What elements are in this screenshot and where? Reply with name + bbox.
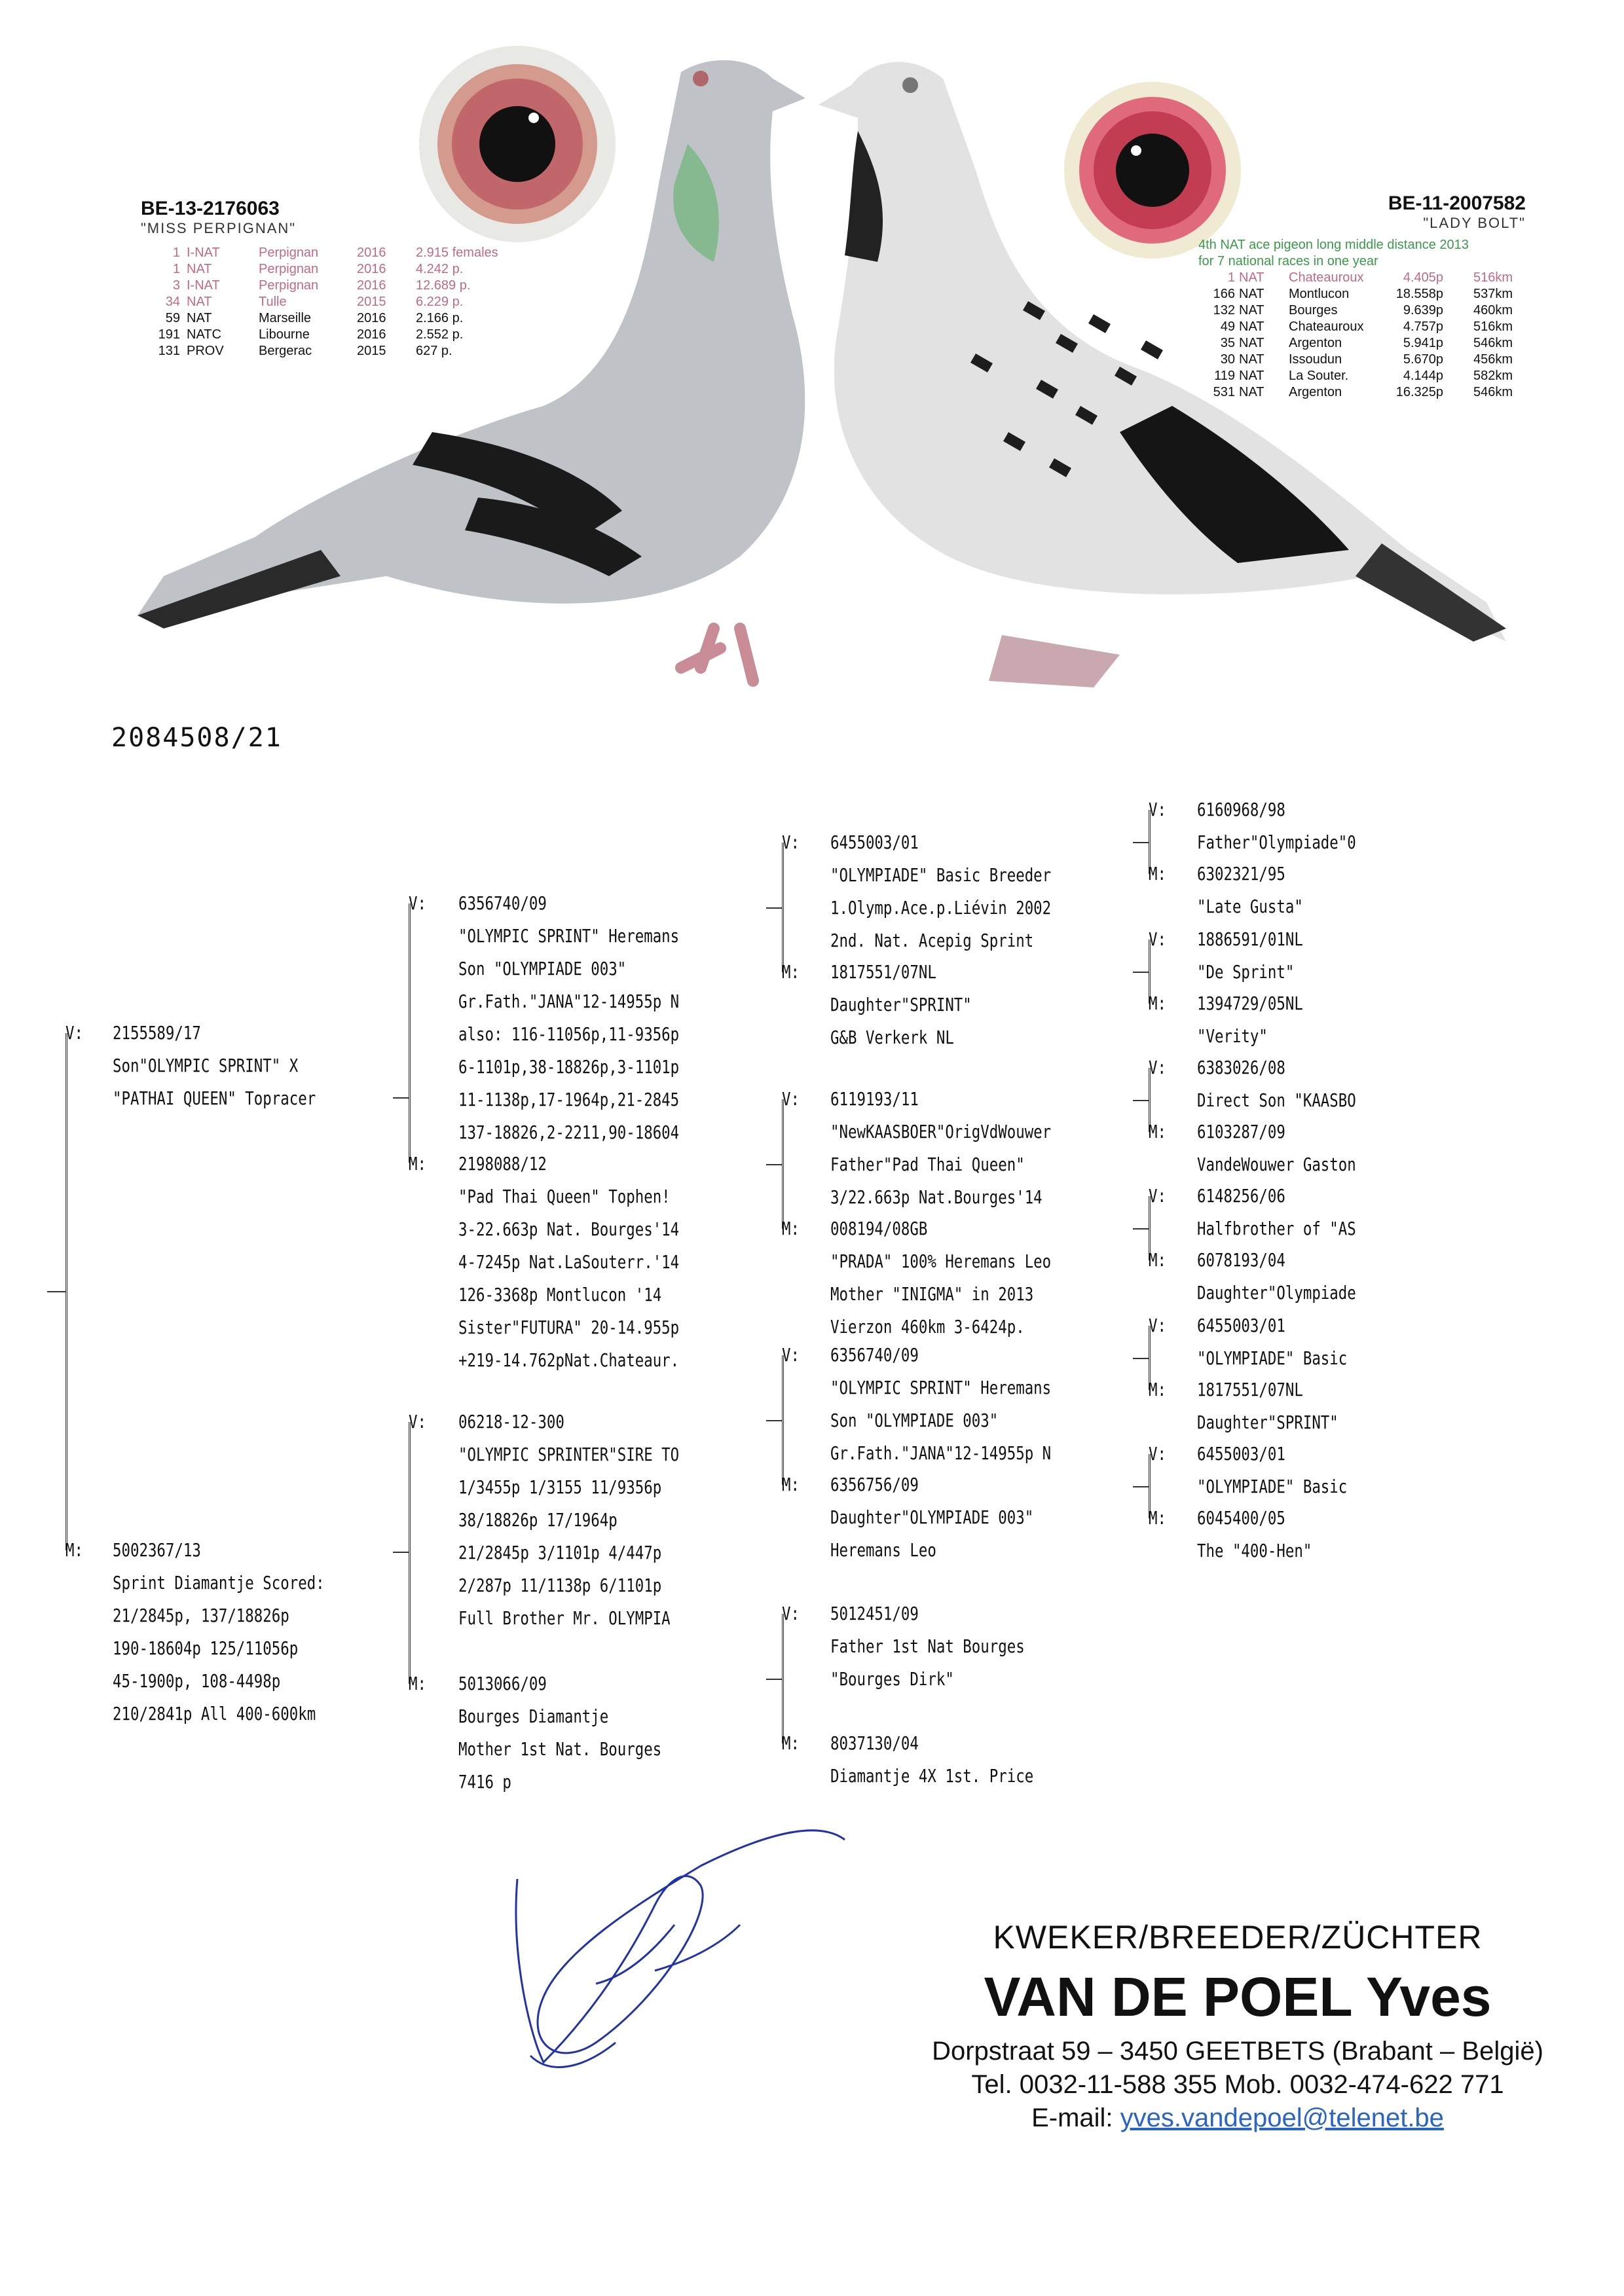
breeder-name: VAN DE POEL Yves: [984, 1966, 1492, 2028]
g2-mm-label: M:: [409, 1673, 426, 1694]
ancestor-dam-label: M:: [782, 1218, 800, 1239]
right-bird-name: "LADY BOLT": [1423, 215, 1526, 231]
pedigree-line: 5012451/09: [830, 1603, 919, 1624]
g2-dam-connector: [393, 1552, 409, 1553]
result-birds: 6.229 p.: [416, 295, 464, 309]
ancestor-sire: [1197, 1438, 1347, 1503]
result-place: 34: [165, 295, 180, 309]
result-year: 2015: [357, 344, 386, 358]
ancestor-connector: [1133, 972, 1149, 973]
pedigree-line: 6-1101p,38-18826p,3-1101p: [458, 1056, 680, 1078]
pedigree-line: 6302321/95: [1197, 863, 1285, 884]
result-race: Libourne: [259, 327, 310, 342]
right-bird-info: [1198, 192, 1526, 401]
left-result-row: [141, 310, 527, 327]
ancestor-dam: [1197, 858, 1303, 923]
result-race: Perpignan: [259, 246, 319, 260]
pedigree-line: "NewKAASBOER"OrigVdWouwer: [830, 1121, 1052, 1142]
result-birds: 4.144p: [1403, 369, 1443, 383]
result-level: I-NAT: [187, 246, 220, 260]
left-result-row: [141, 245, 527, 261]
pedigree-line: 6103287/09: [1197, 1121, 1285, 1142]
result-year: 2016: [357, 262, 386, 276]
pedigree-line: Mother 1st Nat. Bourges: [458, 1738, 662, 1760]
ancestor-connector: [1133, 1486, 1149, 1487]
ancestor-sire: [1197, 1180, 1356, 1245]
right-result-row: [1198, 368, 1526, 384]
ancestor-sire: [1197, 1309, 1347, 1375]
result-year: 2016: [357, 311, 386, 325]
ancestor-sire-label: V:: [1149, 799, 1166, 820]
result-race: Tulle: [259, 295, 287, 309]
result-race: Bergerac: [259, 344, 312, 358]
result-race: La Souter.: [1289, 369, 1349, 383]
pedigree-line: Gr.Fath."JANA"12-14955p N: [458, 991, 680, 1012]
result-level: NAT: [187, 295, 212, 309]
ancestor-connector: [1133, 1228, 1149, 1230]
ancestor-sire-label: V:: [1149, 1185, 1166, 1207]
ancestor-sire: [830, 1597, 1025, 1696]
pedigree-line: Heremans Leo: [830, 1539, 936, 1561]
result-birds: 16.325p: [1395, 385, 1443, 399]
ancestor-connector: [1133, 1358, 1149, 1359]
signature: [504, 1827, 858, 2102]
result-level: NAT: [1239, 385, 1264, 399]
ancestor-sire-label: V:: [782, 831, 800, 853]
result-place: 166: [1213, 287, 1235, 301]
result-place: 30: [1220, 352, 1235, 367]
pedigree-line: 6383026/08: [1197, 1057, 1285, 1078]
pedigree-line: 3-22.663p Nat. Bourges'14: [458, 1218, 680, 1240]
pedigree-line: Mother "INIGMA" in 2013: [830, 1283, 1034, 1305]
pedigree-line: Daughter"SPRINT": [830, 994, 972, 1015]
pedigree-line: G&B Verkerk NL: [830, 1027, 954, 1048]
result-place: 49: [1220, 319, 1235, 334]
pedigree-line: Sister"FUTURA" 20-14.955p: [458, 1317, 680, 1338]
pigeon-ring-number: 2084508/21: [111, 723, 282, 753]
right-bird-achievement: [1198, 237, 1526, 270]
g1-dam: [113, 1534, 325, 1730]
pedigree-line: 4-7245p Nat.LaSouterr.'14: [458, 1251, 680, 1273]
result-level: NAT: [187, 262, 212, 276]
pedigree-line: 2155589/17: [113, 1022, 201, 1044]
pedigree-line: Daughter"OLYMPIADE 003": [830, 1506, 1034, 1528]
pedigree-line: Father"Olympiade"0: [1197, 831, 1356, 853]
g2-dam-dam: [458, 1667, 661, 1798]
pedigree-line: Son"OLYMPIC SPRINT" X: [113, 1055, 299, 1076]
right-result-row: [1198, 352, 1526, 368]
left-result-row: [141, 261, 527, 278]
result-level: NAT: [1239, 369, 1264, 383]
g2-sire-connector: [393, 1097, 409, 1099]
pedigree-line: 6160968/98: [1197, 799, 1285, 820]
pedigree-line: "Verity": [1197, 1025, 1268, 1047]
pedigree-line: 6148256/06: [1197, 1185, 1285, 1207]
pedigree-line: Son "OLYMPIADE 003": [458, 958, 627, 979]
pedigree-line: Direct Son "KAASBO: [1197, 1089, 1356, 1111]
result-birds: 12.689 p.: [416, 278, 471, 293]
pedigree-line: "OLYMPIC SPRINT" Heremans: [830, 1377, 1052, 1398]
ancestor-sire: [1197, 923, 1303, 989]
breeder-email-line: [884, 2104, 1591, 2133]
pedigree-line: 1886591/01NL: [1197, 928, 1303, 950]
left-result-row: [141, 343, 527, 359]
result-birds: 627 p.: [416, 344, 452, 358]
pedigree-line: 6356756/09: [830, 1474, 919, 1495]
ancestor-sire-label: V:: [782, 1088, 800, 1110]
right-result-row: [1198, 319, 1526, 335]
ancestor-bracket: [782, 1614, 784, 1743]
result-race: Issoudun: [1289, 352, 1342, 367]
right-bird-ring: BE-11-2007582: [1388, 192, 1526, 214]
pedigree-line: "OLYMPIADE" Basic: [1197, 1347, 1348, 1369]
ancestor-sire: [1197, 1051, 1356, 1117]
pedigree-line: 21/2845p, 137/18826p: [113, 1605, 289, 1626]
result-km: 516km: [1473, 319, 1513, 334]
ancestor-sire: [830, 1339, 1051, 1470]
ancestor-dam: [830, 1727, 1033, 1793]
result-km: 460km: [1473, 303, 1513, 318]
ancestor-sire-label: V:: [782, 1344, 800, 1366]
right-bird-results: [1198, 270, 1526, 401]
pedigree-line: 1394729/05NL: [1197, 993, 1303, 1014]
result-place: 531: [1213, 385, 1235, 399]
left-bird-name: "MISS PERPIGNAN": [141, 220, 297, 236]
left-bird-results: [141, 245, 527, 359]
pedigree-line: Daughter"SPRINT": [1197, 1412, 1338, 1433]
pedigree-line: 6455003/01: [1197, 1315, 1285, 1336]
pedigree-line: 190-18604p 125/11056p: [113, 1637, 299, 1659]
ancestor-bracket: [782, 843, 784, 972]
result-level: NAT: [1239, 319, 1264, 334]
result-race: Chateauroux: [1289, 270, 1364, 285]
result-place: 119: [1214, 369, 1235, 383]
right-result-row: [1198, 335, 1526, 352]
ancestor-bracket: [782, 1099, 784, 1229]
result-place: 132: [1213, 303, 1235, 318]
result-year: 2016: [357, 278, 386, 293]
ancestor-dam: [1197, 1374, 1338, 1439]
breeder-info: [884, 1918, 1591, 2133]
right-result-row: [1198, 270, 1526, 286]
ancestor-dam-label: M:: [782, 961, 800, 983]
result-km: 546km: [1473, 336, 1513, 350]
ancestor-dam: [1197, 1502, 1312, 1567]
pedigree-line: "OLYMPIC SPRINTER"SIRE TO: [458, 1444, 680, 1465]
result-birds: 2.166 p.: [416, 311, 464, 325]
result-year: 2015: [357, 295, 386, 309]
pedigree-line: Diamantje 4X 1st. Price: [830, 1765, 1034, 1787]
ancestor-sire-label: V:: [1149, 1057, 1166, 1078]
ancestor-bracket: [782, 1355, 784, 1485]
g2-dam-bracket: [409, 1422, 411, 1684]
ancestor-dam-label: M:: [1149, 1121, 1166, 1142]
result-birds: 5.670p: [1403, 352, 1443, 367]
pedigree-line: 2198088/12: [458, 1153, 547, 1175]
ancestor-dam-label: M:: [782, 1474, 800, 1495]
result-birds: 2.552 p.: [416, 327, 464, 342]
result-birds: 18.558p: [1395, 287, 1443, 301]
breeder-phone: Tel. 0032-11-588 355 Mob. 0032-474-622 771: [971, 2070, 1504, 2099]
left-result-row: [141, 327, 527, 343]
pedigree-line: 7416 p: [458, 1771, 511, 1793]
result-place: 131: [158, 344, 180, 358]
pedigree-line: Gr.Fath."JANA"12-14955p N: [830, 1442, 1052, 1464]
result-km: 546km: [1473, 385, 1513, 399]
ancestor-connector: [766, 1164, 782, 1165]
result-birds: 9.639p: [1403, 303, 1443, 318]
result-race: Argenton: [1289, 336, 1342, 350]
result-place: 35: [1220, 336, 1235, 350]
ancestor-sire-label: V:: [1149, 1443, 1166, 1465]
left-bird-info: [141, 198, 527, 359]
g2-vv-label: V:: [409, 892, 426, 914]
pedigree-line: 21/2845p 3/1101p 4/447p: [458, 1542, 662, 1563]
breeder-address: Dorpstraat 59 – 3450 GEETBETS (Brabant – België): [932, 2037, 1543, 2066]
result-race: Perpignan: [259, 278, 319, 293]
pedigree-line: Father"Pad Thai Queen": [830, 1154, 1025, 1175]
g1-connector: [47, 1291, 65, 1292]
result-level: NAT: [1239, 270, 1264, 285]
ancestor-dam-label: M:: [1149, 1507, 1166, 1529]
result-km: 516km: [1473, 270, 1513, 285]
pedigree-line: 6078193/04: [1197, 1249, 1285, 1271]
pedigree-line: "OLYMPIADE" Basic: [1197, 1476, 1348, 1497]
pedigree-line: The "400-Hen": [1197, 1540, 1312, 1561]
result-place: 1: [1227, 270, 1235, 285]
result-place: 191: [158, 327, 180, 342]
ancestor-sire-label: V:: [1149, 928, 1166, 950]
breeder-role: KWEKER/BREEDER/ZÜCHTER: [993, 1919, 1483, 1956]
pedigree-line: "Bourges Dirk": [830, 1668, 954, 1690]
ancestor-dam: [1197, 1116, 1356, 1181]
g2-sire-sire: [458, 887, 679, 1149]
right-result-row: [1198, 286, 1526, 302]
result-level: NAT: [1239, 303, 1264, 318]
pedigree-line: 210/2841p All 400-600km: [113, 1703, 316, 1724]
pedigree-line: +219-14.762pNat.Chateaur.: [458, 1349, 680, 1371]
result-race: Bourges: [1289, 303, 1338, 318]
g2-vm-label: M:: [409, 1153, 426, 1175]
result-level: I-NAT: [187, 278, 220, 293]
result-race: Chateauroux: [1289, 319, 1364, 334]
pedigree-line: 5002367/13: [113, 1539, 201, 1561]
result-level: NAT: [1239, 336, 1264, 350]
pedigree-line: 137-18826,2-2211,90-18604: [458, 1121, 680, 1143]
ancestor-connector: [766, 1420, 782, 1421]
g1-bracket: [65, 1033, 67, 1550]
right-result-row: [1198, 384, 1526, 401]
result-birds: 5.941p: [1403, 336, 1443, 350]
pedigree-line: 06218-12-300: [458, 1411, 564, 1432]
result-birds: 4.757p: [1403, 319, 1443, 334]
pedigree-line: 2nd. Nat. Acepig Sprint: [830, 930, 1034, 951]
pedigree-line: "OLYMPIADE" Basic Breeder: [830, 864, 1052, 886]
pedigree-line: Bourges Diamantje: [458, 1705, 609, 1727]
pedigree-line: Halfbrother of "AS: [1197, 1218, 1356, 1239]
pedigree-line: "De Sprint": [1197, 961, 1295, 983]
pedigree-line: "Pad Thai Queen" Tophen!: [458, 1186, 671, 1207]
pedigree-line: "PRADA" 100% Heremans Leo: [830, 1250, 1052, 1272]
g2-mv-label: V:: [409, 1411, 426, 1432]
pedigree-line: 1.Olymp.Ace.p.Liévin 2002: [830, 897, 1052, 919]
ancestor-connector: [1133, 842, 1149, 843]
ancestor-dam-label: M:: [782, 1732, 800, 1754]
result-place: 3: [172, 278, 180, 293]
ancestor-dam-label: M:: [1149, 1379, 1166, 1400]
g1-sire: [113, 1017, 316, 1115]
g1-sire-label: V:: [65, 1022, 83, 1044]
ancestor-sire-label: V:: [782, 1603, 800, 1624]
result-race: Perpignan: [259, 262, 319, 276]
pedigree-line: 3/22.663p Nat.Bourges'14: [830, 1186, 1043, 1208]
pedigree-line: 38/18826p 17/1964p: [458, 1509, 618, 1531]
result-level: NATC: [187, 327, 221, 342]
pedigree-line: 1/3455p 1/3155 11/9356p: [458, 1476, 662, 1498]
pedigree-line: VandeWouwer Gaston: [1197, 1154, 1356, 1175]
result-birds: 2.915 females: [416, 246, 498, 260]
result-birds: 4.242 p.: [416, 262, 464, 276]
pedigree-line: "PATHAI QUEEN" Topracer: [113, 1087, 316, 1109]
ancestor-connector: [766, 907, 782, 909]
pedigree-line: 6455003/01: [830, 831, 919, 853]
pedigree-line: 6455003/01: [1197, 1443, 1285, 1465]
ancestor-dam-label: M:: [1149, 993, 1166, 1014]
pedigree-line: 6119193/11: [830, 1088, 919, 1110]
result-place: 1: [172, 262, 180, 276]
result-year: 2016: [357, 327, 386, 342]
ancestor-dam-label: M:: [1149, 863, 1166, 884]
ancestor-dam: [830, 1212, 1051, 1343]
email-link[interactable]: yves.vandepoel@telenet.be: [1120, 2104, 1444, 2132]
email-label: E-mail:: [1031, 2104, 1113, 2132]
pedigree-line: 008194/08GB: [830, 1218, 928, 1239]
result-place: 1: [172, 246, 180, 260]
pedigree-line: 2/287p 11/1138p 6/1101p: [458, 1575, 662, 1596]
g2-sire-bracket: [409, 903, 411, 1163]
pedigree-line: "Late Gusta": [1197, 896, 1303, 917]
right-result-row: [1198, 302, 1526, 319]
pedigree-line: Vierzon 460km 3-6424p.: [830, 1316, 1025, 1338]
ancestor-dam: [830, 956, 972, 1054]
result-year: 2016: [357, 246, 386, 260]
pedigree-line: 11-1138p,17-1964p,21-2845: [458, 1089, 680, 1110]
result-race: Argenton: [1289, 385, 1342, 399]
pedigree-line: Son "OLYMPIADE 003": [830, 1410, 999, 1431]
ancestor-dam: [1197, 987, 1303, 1053]
result-birds: 4.405p: [1403, 270, 1443, 285]
pedigree-line: also: 116-11056p,11-9356p: [458, 1023, 680, 1045]
pedigree-line: Full Brother Mr. OLYMPIA: [458, 1607, 671, 1629]
ancestor-dam: [830, 1468, 1033, 1567]
pedigree-line: 6045400/05: [1197, 1507, 1285, 1529]
result-km: 456km: [1473, 352, 1513, 367]
pedigree-line: 5013066/09: [458, 1673, 547, 1694]
pedigree-line: 6356740/09: [830, 1344, 919, 1366]
ancestor-connector: [1133, 1100, 1149, 1101]
left-bird-ring: BE-13-2176063: [141, 198, 280, 219]
ancestor-connector: [766, 1679, 782, 1680]
ancestor-dam: [1197, 1244, 1356, 1309]
right-bird-achievement-line1: 4th NAT ace pigeon long middle distance 2013: [1198, 238, 1469, 252]
pedigree-line: 6356740/09: [458, 892, 547, 914]
pedigree-line: 1817551/07NL: [1197, 1379, 1303, 1400]
left-result-row: [141, 278, 527, 294]
pedigree-line: 126-3368p Montlucon '14: [458, 1284, 662, 1305]
ancestor-sire: [830, 826, 1051, 957]
ancestor-sire-label: V:: [1149, 1315, 1166, 1336]
pedigree-line: 1817551/07NL: [830, 961, 936, 983]
result-race: Marseille: [259, 311, 312, 325]
ancestor-sire: [830, 1083, 1051, 1214]
ancestor-dam-label: M:: [1149, 1249, 1166, 1271]
g2-dam-sire: [458, 1406, 679, 1635]
result-race: Montlucon: [1289, 287, 1350, 301]
g2-sire-dam: [458, 1148, 679, 1377]
pedigree-line: Father 1st Nat Bourges: [830, 1635, 1025, 1657]
result-level: PROV: [187, 344, 224, 358]
result-km: 582km: [1473, 369, 1513, 383]
pedigree-line: "OLYMPIC SPRINT" Heremans: [458, 925, 680, 947]
g1-dam-label: M:: [65, 1539, 83, 1561]
result-level: NAT: [1239, 352, 1264, 367]
pedigree-line: Daughter"Olympiade: [1197, 1282, 1356, 1303]
pedigree-line: 8037130/04: [830, 1732, 919, 1754]
result-km: 537km: [1473, 287, 1513, 301]
result-level: NAT: [187, 311, 212, 325]
pedigree-line: Sprint Diamantje Scored:: [113, 1572, 325, 1594]
ancestor-sire: [1197, 793, 1356, 859]
result-place: 59: [165, 311, 180, 325]
right-bird-achievement-line2: for 7 national races in one year: [1198, 254, 1378, 268]
left-result-row: [141, 294, 527, 310]
result-level: NAT: [1239, 287, 1264, 301]
pedigree-line: 45-1900p, 108-4498p: [113, 1670, 281, 1692]
